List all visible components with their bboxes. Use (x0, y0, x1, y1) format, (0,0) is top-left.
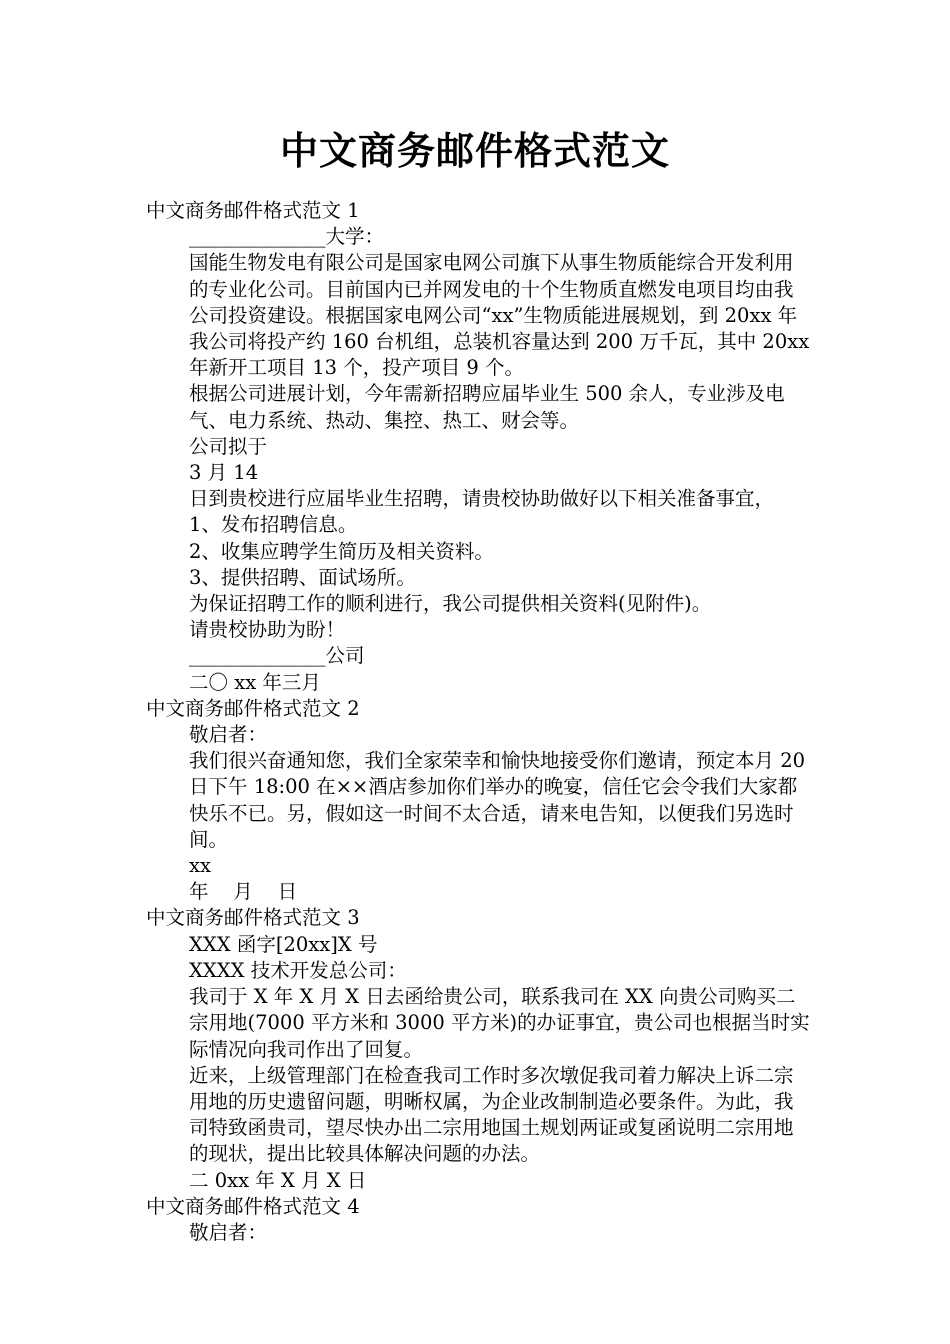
paragraph: 二 0xx 年 X 月 X 日 (189, 1168, 367, 1192)
paragraph: 1、发布招聘信息。 (189, 513, 358, 537)
paragraph: 敬启者： (189, 1220, 268, 1244)
section-heading: 中文商务邮件格式范文 2 (146, 696, 360, 720)
paragraph: 3、提供招聘、面试场所。 (189, 565, 416, 589)
paragraph: 2、收集应聘学生简历及相关资料。 (189, 539, 494, 563)
paragraph: XXX 函字[20xx]X 号 (189, 932, 378, 956)
paragraph: 国能生物发电有限公司是国家电网公司旗下从事生物质能综合开发利用的专业化公司。目前国内已并网发电的十个生物质直燃发电项目均由我公司投资建设。根据国家电网公司“xx”生物质能进展规划，到 20xx 年我公司将投产约 160 台机组，总装机容量达到 200 万千瓦，其中 20xx 年新开工项目 13 个，投产项目 9 个。 (189, 251, 816, 380)
paragraph: 年 月 日 (189, 880, 298, 904)
paragraph: 为保证招聘工作的顺利进行，我公司提供相关资料(见附件)。 (189, 592, 712, 616)
document-body (146, 198, 816, 1246)
paragraph: 二〇 xx 年三月 (189, 670, 321, 694)
paragraph: XXXX 技术开发总公司： (189, 958, 407, 982)
paragraph: 我们很兴奋通知您，我们全家荣幸和愉快地接受你们邀请，预定本月 20 日下午 18:00 在××酒店参加你们举办的晚宴，信任它会令我们大家都快乐不已。另，假如这一时间不太合适，请来电告知，以便我们另选时间。 (189, 749, 812, 851)
paragraph: 请贵校协助为盼！ (189, 618, 346, 642)
section-heading: 中文商务邮件格式范文 3 (146, 906, 360, 930)
section-heading: 中文商务邮件格式范文 1 (146, 199, 360, 222)
paragraph: 日到贵校进行应届毕业生招聘，请贵校协助做好以下相关准备事宜， (189, 487, 775, 511)
paragraph: 公司拟于 (189, 434, 268, 458)
paragraph: xx (189, 854, 211, 878)
paragraph: ______________大学： (189, 225, 385, 249)
paragraph: ______________公司 (189, 644, 365, 668)
paragraph: 根据公司进展计划，今年需新招聘应届毕业生 500 余人，专业涉及电气、电力系统、热动、集控、热工、财会等。 (189, 382, 785, 432)
paragraph: 近来，上级管理部门在检查我司工作时多次墩促我司着力解决上诉二宗用地的历史遗留问题，明晰权属，为企业改制制造必要条件。为此，我司特致函贵司，望尽快办出二宗用地国土规划两证或复函说明二宗用地的现状，提出比较具体解决问题的办法。 (189, 1063, 794, 1166)
paragraph: 3 月 14 (189, 461, 259, 485)
paragraph: 我司于 X 年 X 月 X 日去函给贵公司，联系我司在 XX 向贵公司购买二宗用地(7000 平方米和 3000 平方米)的办证事宜，贵公司也根据当时实际情况向我司作出了回复。 (189, 985, 810, 1061)
section-heading: 中文商务邮件格式范文 4 (146, 1194, 360, 1218)
document-title: 中文商务邮件格式范文 (279, 129, 670, 173)
paragraph: 敬启者： (189, 723, 268, 747)
